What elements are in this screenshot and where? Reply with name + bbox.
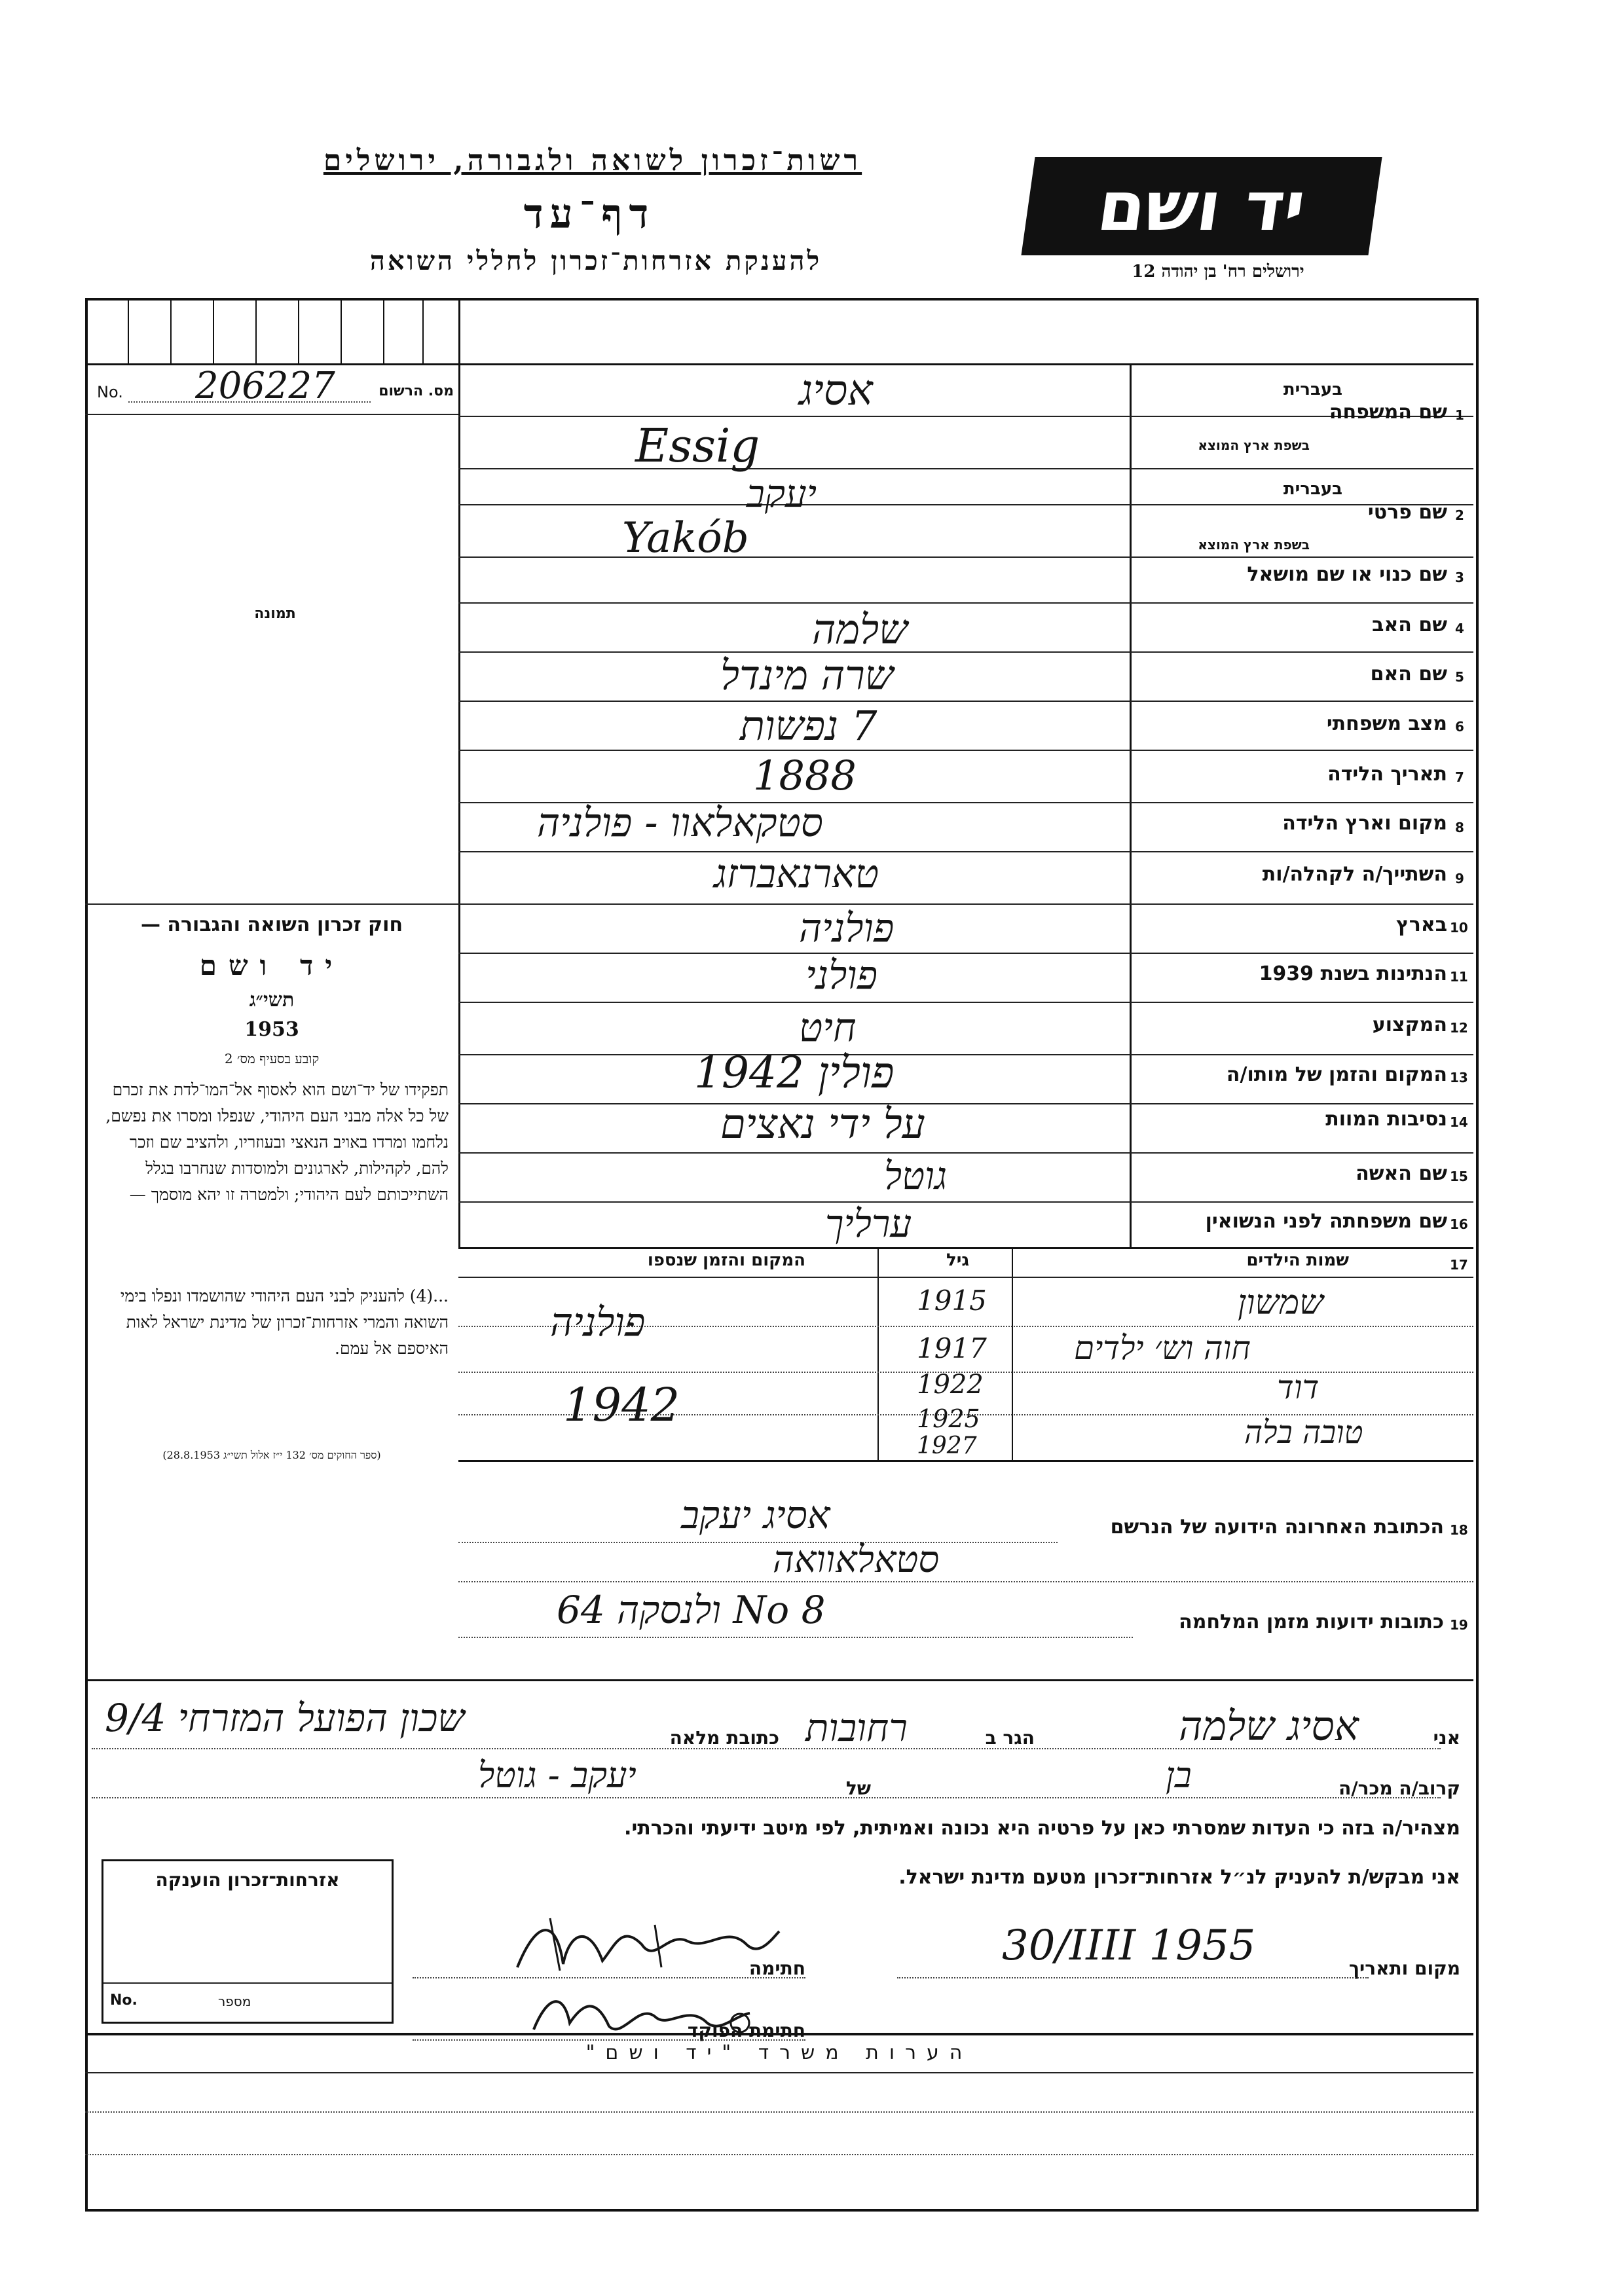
registration-box-bottom: [85, 414, 458, 415]
field-9-label: השתייך/ה לקהלה/ות: [1262, 863, 1447, 886]
authority-title: רשות־זכרון לשואה ולגבורה, ירושלים: [323, 144, 862, 177]
row-line: [458, 1103, 1473, 1104]
declaration-request: אני מבקש/ת להעניק לנ״ל אזרחות־זכרון מטעם מדינת ישראל.: [898, 1866, 1460, 1889]
resides-value: רחובות: [805, 1705, 908, 1750]
field-13-value: פולין 1942: [694, 1048, 895, 1098]
field-1-value-hebrew: אסיג: [799, 367, 873, 415]
law-clause: קובע בסעיף מס׳ 2: [224, 1051, 320, 1066]
office-notes-line: [85, 2154, 1473, 2155]
field-3-number: 3: [1455, 570, 1464, 585]
form-subtitle: להענקת אזרחות־זכרון לחללי השואה: [369, 246, 822, 276]
registration-number: [97, 365, 454, 409]
grant-box-title: אזרחות־זכרון הוענקה: [155, 1869, 340, 1891]
place-date-label: מקום ותאריך: [1348, 1958, 1460, 1979]
field-18-line: [458, 1542, 1058, 1543]
children-col-place: המקום והזמן שנספו: [647, 1250, 805, 1270]
field-6-label: מצב משפחתי: [1326, 712, 1447, 735]
row-line: [458, 468, 1473, 469]
top-strip-cell: [128, 298, 129, 363]
field-7-value: 1888: [753, 752, 857, 799]
top-strip-cell: [213, 298, 214, 363]
office-notes-line: [85, 2111, 1473, 2113]
field-18-label: הכתובת האחרונה הידועה של הנרשם: [1110, 1516, 1444, 1539]
field-13-label: המקום והזמן של מותו/ה: [1226, 1063, 1447, 1086]
child-name: שמשון: [1238, 1283, 1324, 1322]
field-15-value: גוטל: [884, 1154, 948, 1198]
field-12-label: המקצוע: [1372, 1013, 1447, 1036]
row-line: [458, 851, 1473, 852]
office-notes-title: הערות משרד "יד ושם": [585, 2041, 973, 2064]
field-2-value-origin: Yakób: [622, 514, 749, 562]
field-18-line: [458, 1581, 1473, 1582]
field-1-value-origin: Essig: [635, 419, 760, 473]
photo-label: תמונה: [254, 606, 296, 622]
official-signature-label: חתימת הפוקד: [687, 2020, 805, 2041]
field-1-label: שם המשפחה: [1329, 401, 1447, 424]
field-6-number: 6: [1455, 719, 1464, 735]
place-date-line: [897, 1977, 1369, 1978]
child-age: 1922: [917, 1370, 984, 1400]
grant-box-heb-no-label: מספר: [218, 1994, 251, 2009]
registration-heb-label: מס. הרשום: [378, 383, 454, 399]
address-value: שכון הפועל המזרחי 9/4: [105, 1696, 465, 1740]
relation-value: בן: [1166, 1755, 1192, 1796]
child-name: דוד: [1277, 1368, 1320, 1406]
declarant-name: אסיג שלמה: [1179, 1702, 1359, 1750]
children-place: פולניה: [550, 1300, 646, 1345]
left-column-divider: [458, 363, 460, 1247]
field-12-value: חיט: [799, 1005, 857, 1051]
grant-box-line: [103, 1982, 392, 1984]
row-line: [458, 701, 1473, 702]
child-age: 1917: [917, 1332, 987, 1364]
child-age: 1915: [917, 1285, 987, 1317]
field-2-value-hebrew: יעקב: [747, 471, 817, 516]
top-strip-cell: [170, 298, 172, 363]
field-16-number: 16: [1450, 1216, 1468, 1232]
law-paragraph-2: ...(4) להעניק לבני העם היהודי שהושמדו ונפלו בימי השואה והמרי אזרחות־זכרון של מדינת ישראל לאות האיספם אל עמם.: [120, 1286, 449, 1358]
office-notes-title-line: [85, 2072, 1473, 2073]
law-name: יד ושם: [199, 949, 344, 981]
field-15-number: 15: [1450, 1169, 1468, 1184]
registration-underline: [128, 401, 371, 403]
field-1-sub-hebrew: בעברית: [1283, 380, 1342, 399]
address-line: ירושלים רח' בן יהודה 12: [1132, 262, 1304, 282]
resides-label: הגר ב: [985, 1727, 1035, 1749]
field-4-label: שם האב: [1372, 613, 1447, 636]
top-strip-cell: [383, 298, 384, 363]
row-line: [458, 903, 1473, 905]
place-date-value: 30/IIII 1955: [1002, 1922, 1256, 1970]
top-strip-cell: [422, 298, 424, 363]
children-col-age: גיל: [946, 1250, 969, 1270]
declaration-line: [92, 1748, 1441, 1749]
children-bottom-line: [458, 1460, 1473, 1462]
field-13-number: 13: [1450, 1070, 1468, 1085]
law-box: [95, 913, 449, 1476]
grant-box-no-label: No.: [110, 1992, 138, 2009]
field-19-value: No 8 ולנסקה 64: [557, 1588, 826, 1632]
form-title: דף־עד: [523, 190, 655, 238]
law-title: חוק זכרון השואה והגבורה —: [140, 913, 403, 936]
field-7-number: 7: [1455, 769, 1464, 785]
children-col-names: שמות הילדים: [1246, 1250, 1349, 1270]
field-9-number: 9: [1455, 871, 1464, 886]
field-8-value: סטקאלאוו - פולניה: [537, 800, 823, 846]
address-label: כתובת מלאה: [669, 1727, 779, 1749]
field-10-number: 10: [1450, 920, 1468, 936]
row-line: [458, 1247, 1473, 1249]
photo-box-bottom: [85, 903, 458, 905]
field-16-label: שם משפחתה לפני הנשואין: [1205, 1210, 1447, 1233]
field-2-label: שם פרטי: [1367, 501, 1447, 524]
declaration-ani: אני: [1433, 1727, 1460, 1749]
grant-box: [101, 1859, 394, 2024]
law-year-heb: תשי״ג: [249, 989, 295, 1011]
field-2-number: 2: [1455, 507, 1464, 523]
top-strip-cell: [298, 298, 299, 363]
row-line: [458, 556, 1473, 558]
row-line: [458, 953, 1473, 954]
row-line: [458, 602, 1473, 604]
field-18-value-line1: אסיג יעקב: [681, 1493, 830, 1537]
registration-no-value: 206227: [195, 365, 335, 407]
children-year: 1942: [563, 1378, 680, 1432]
children-col-divider: [877, 1247, 879, 1460]
row-line: [458, 651, 1473, 653]
child-age: 1925: [917, 1404, 980, 1433]
field-5-label: שם האם: [1370, 663, 1447, 685]
field-3-label: שם כנוי או שם מושאל: [1247, 563, 1447, 586]
law-paragraph-1: תפקידו של יד־ושם הוא לאסוף אל־המו־לדת את זכרם של כל אלה מבני העם היהודי, שנפלו ומסרו את נפשם, נלחמו ומרדו באויב הנאצי ובעוזריו, ולהציב שם וזכר להם, לקהילות, לארגונים ולמוסדות שנחרבו בגלל השתייכותם לעם היהודי; ולמטרה זו יהא מוסמך —: [105, 1080, 449, 1204]
field-11-value: פולני: [805, 953, 878, 998]
declaration-statement: מצהיר/ה בזה כי העדות שמסרתי כאן על פרטיה היא נכונה ואמיתית, לפי מיטב ידיעתי והכרתי.: [624, 1817, 1460, 1840]
field-1-number: 1: [1455, 407, 1464, 423]
row-line: [458, 1152, 1473, 1154]
children-header-line: [458, 1277, 1473, 1278]
registration-no-label: No.: [97, 383, 123, 401]
top-strip-divider: [458, 298, 460, 363]
signature-label: חתימה: [748, 1958, 805, 1979]
row-line: [458, 750, 1473, 751]
label-column-divider: [1130, 363, 1132, 1247]
row-line: [458, 1054, 1473, 1055]
field-16-value: ערליך: [825, 1201, 912, 1246]
field-17-number: 17: [1450, 1257, 1468, 1273]
field-11-label: הנתינות בשנת 1939: [1259, 962, 1447, 985]
official-signature: [524, 1977, 760, 2049]
field-19-number: 19: [1450, 1617, 1468, 1633]
row-line: [458, 1002, 1473, 1003]
field-11-number: 11: [1450, 969, 1468, 985]
field-4-number: 4: [1455, 621, 1464, 636]
top-strip-cell: [255, 298, 257, 363]
row-line: [458, 504, 1473, 505]
field-19-line: [458, 1637, 1133, 1638]
field-1-sub-origin: בשפת ארץ המוצא: [1198, 437, 1310, 453]
children-col-divider: [1012, 1247, 1013, 1460]
field-6-value: 7 נפשות: [740, 702, 877, 750]
field-8-number: 8: [1455, 820, 1464, 835]
declaration-top-line: [85, 1679, 1473, 1681]
field-5-number: 5: [1455, 669, 1464, 685]
child-age: 1927: [917, 1432, 977, 1459]
law-year: 1953: [244, 1018, 299, 1041]
field-8-label: מקום וארץ הלידה: [1282, 812, 1447, 835]
field-10-value: פולניה: [799, 905, 895, 951]
child-name: טובה בלה: [1244, 1414, 1363, 1451]
field-19-label: כתובות ידועות מזמן המלחמה: [1179, 1611, 1444, 1633]
field-2-sub-origin: בשפת ארץ המוצא: [1198, 537, 1310, 553]
law-footnote: (ספר החוקים מס׳ 132 י״ז אלול תשי״ג 28.8.1953): [162, 1449, 381, 1461]
declaration-line: [92, 1797, 1441, 1798]
field-18-number: 18: [1450, 1522, 1468, 1538]
field-14-label: נסיבות המוות: [1325, 1108, 1447, 1131]
field-14-value: על ידי נאצים: [720, 1100, 925, 1148]
field-9-value: טארנאברזג: [714, 851, 879, 897]
field-7-label: תאריך הלידה: [1327, 763, 1447, 786]
yad-vashem-logo: [1021, 157, 1382, 255]
child-name: חוה וש׳ ילדים: [1074, 1329, 1251, 1367]
top-strip-cell: [341, 298, 342, 363]
row-line: [458, 416, 1473, 417]
field-14-number: 14: [1450, 1114, 1468, 1130]
declarant-signature: [511, 1905, 786, 1984]
field-12-number: 12: [1450, 1020, 1468, 1036]
of-label: של: [845, 1777, 871, 1799]
field-5-value: שרה מינדל: [720, 651, 894, 699]
field-2-sub-hebrew: בעברית: [1283, 479, 1342, 499]
field-4-value: שלמה: [812, 606, 908, 653]
relation-label: קרוב/ה מכר/ה: [1338, 1777, 1460, 1799]
field-15-label: שם האשה: [1356, 1162, 1447, 1185]
office-notes-top-line: [85, 2033, 1473, 2035]
row-line: [458, 1201, 1473, 1203]
logo-text: יד ושם: [1092, 166, 1311, 246]
field-18-value-line2: סטאלאוואה: [773, 1539, 940, 1581]
field-10-label: בארץ: [1395, 913, 1447, 936]
of-value: יעקב - גוטל: [478, 1755, 637, 1796]
